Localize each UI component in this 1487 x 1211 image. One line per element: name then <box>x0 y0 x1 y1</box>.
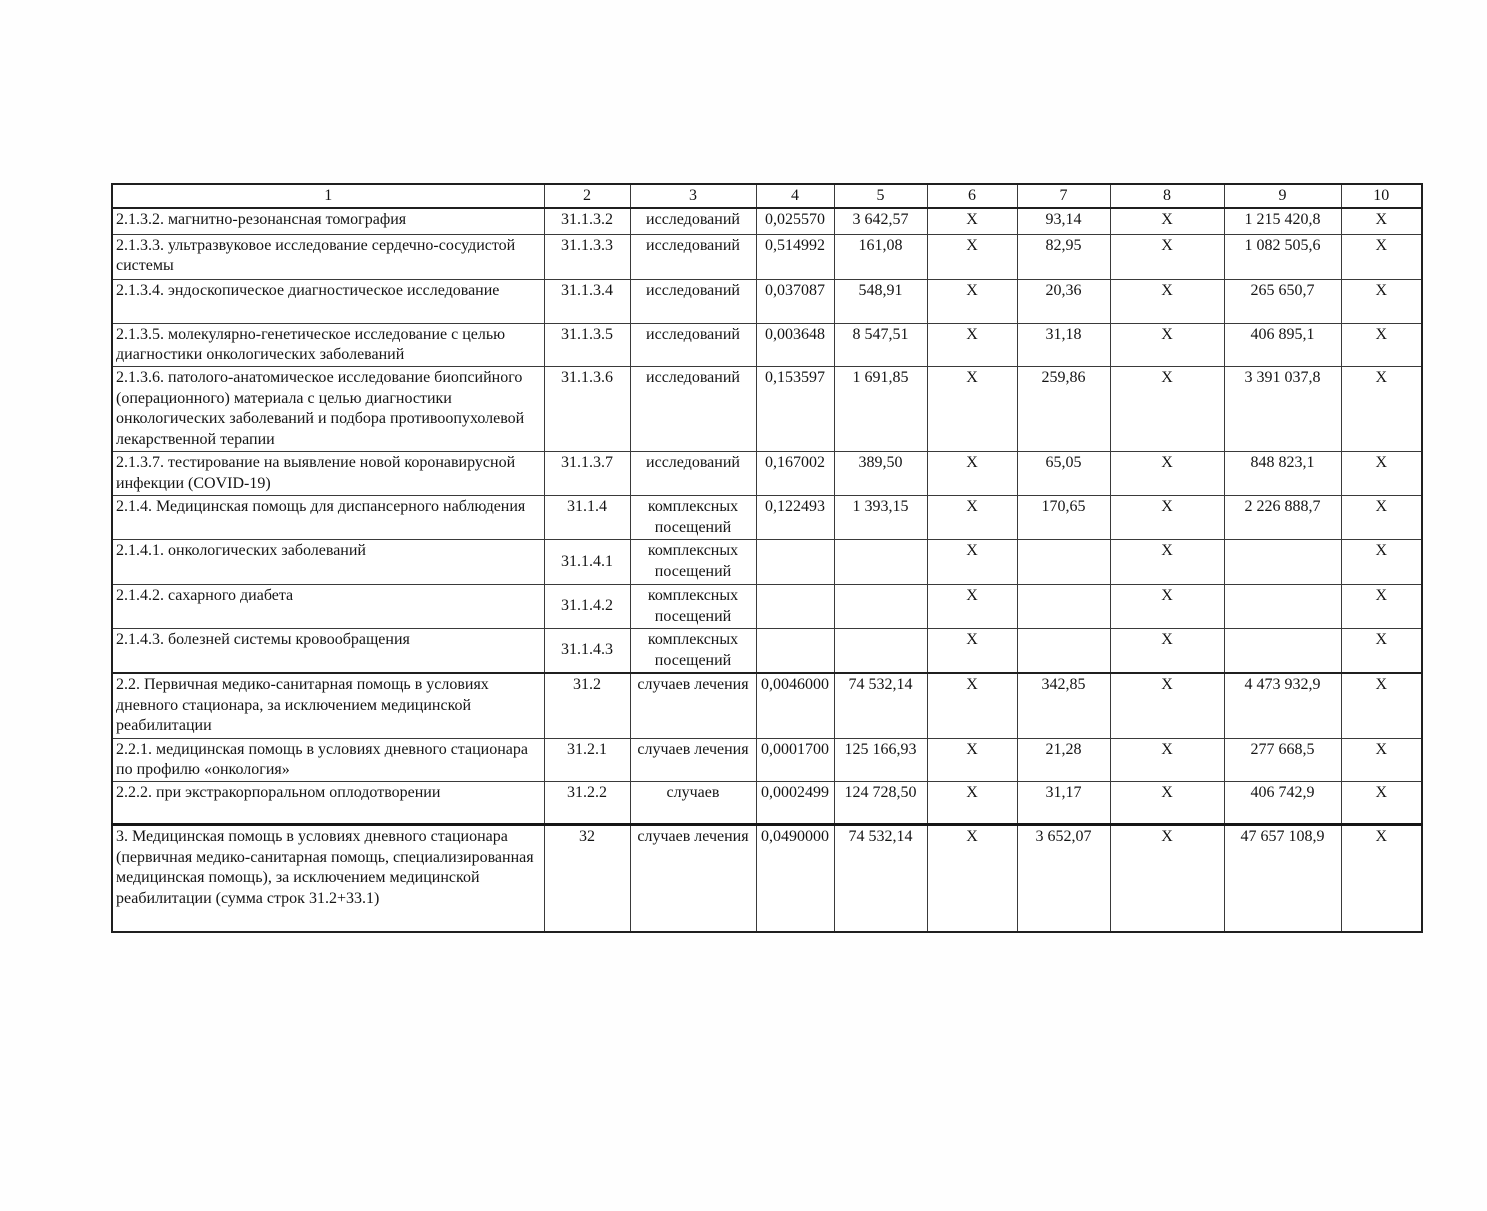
table-row <box>112 323 1422 367</box>
table-row <box>112 496 1422 540</box>
table-row <box>112 825 1422 932</box>
tariff-cell <box>834 585 927 629</box>
x-cell: X <box>1341 208 1422 234</box>
row-code-cell: 31.1.3.7 <box>544 452 630 496</box>
per-insured-cell: 259,86 <box>1017 367 1110 452</box>
unit-cell: комплексных посещений <box>630 585 756 629</box>
table-row <box>112 673 1422 738</box>
per-insured-cell: 93,14 <box>1017 208 1110 234</box>
total-cost-cell: 3 391 037,8 <box>1224 367 1341 452</box>
column-number-2: 2 <box>544 184 630 208</box>
table-row <box>112 629 1422 673</box>
row-code-cell: 31.1.3.6 <box>544 367 630 452</box>
x-cell: X <box>927 585 1017 629</box>
x-cell: X <box>1341 585 1422 629</box>
x-cell: X <box>1341 367 1422 452</box>
volume-cell: 0,025570 <box>756 208 834 234</box>
total-cost-cell: 406 742,9 <box>1224 782 1341 825</box>
total-cost-cell: 265 650,7 <box>1224 279 1341 323</box>
per-insured-cell <box>1017 629 1110 673</box>
per-insured-cell <box>1017 585 1110 629</box>
x-cell: X <box>1341 673 1422 738</box>
x-cell: X <box>927 540 1017 585</box>
service-name-cell: 3. Медицинская помощь в условиях дневного стационара (первичная медико-санитарная помощь, специализированная медицинская помощь), за исключением медицинской реабилитации (сумма строк 31.2+33.1) <box>112 825 544 932</box>
total-cost-cell <box>1224 629 1341 673</box>
total-cost-cell <box>1224 585 1341 629</box>
unit-cell: исследований <box>630 279 756 323</box>
x-cell: X <box>1341 738 1422 782</box>
service-name-cell: 2.1.4.3. болезней системы кровообращения <box>112 629 544 673</box>
x-cell: X <box>1110 673 1224 738</box>
volume-cell: 0,0046000 <box>756 673 834 738</box>
table-row <box>112 782 1422 825</box>
x-cell: X <box>927 323 1017 367</box>
service-name-cell: 2.1.3.6. патолого-анатомическое исследование биопсийного (операционного) материала с целью диагностики онкологических заболеваний и подбора противоопухолевой лекарственной терапии <box>112 367 544 452</box>
x-cell: X <box>1341 279 1422 323</box>
tariff-cell: 3 642,57 <box>834 208 927 234</box>
x-cell: X <box>927 208 1017 234</box>
x-cell: X <box>1110 234 1224 279</box>
tariff-cell: 548,91 <box>834 279 927 323</box>
service-name-cell: 2.1.4. Медицинская помощь для диспансерного наблюдения <box>112 496 544 540</box>
unit-cell: комплексных посещений <box>630 496 756 540</box>
service-name-cell: 2.1.3.4. эндоскопическое диагностическое исследование <box>112 279 544 323</box>
volume-cell: 0,153597 <box>756 367 834 452</box>
unit-cell: комплексных посещений <box>630 629 756 673</box>
x-cell: X <box>927 279 1017 323</box>
row-code-cell: 31.2.1 <box>544 738 630 782</box>
table-row <box>112 585 1422 629</box>
x-cell: X <box>1110 782 1224 825</box>
x-cell: X <box>927 782 1017 825</box>
volume-cell <box>756 540 834 585</box>
table-row <box>112 234 1422 279</box>
tariff-cell: 8 547,51 <box>834 323 927 367</box>
service-name-cell: 2.1.3.7. тестирование на выявление новой коронавирусной инфекции (COVID-19) <box>112 452 544 496</box>
tariff-cell: 1 393,15 <box>834 496 927 540</box>
volume-cell: 0,122493 <box>756 496 834 540</box>
total-cost-cell: 47 657 108,9 <box>1224 825 1341 932</box>
column-number-10: 10 <box>1341 184 1422 208</box>
x-cell: X <box>927 673 1017 738</box>
table-body <box>112 208 1422 932</box>
row-code-cell: 31.1.3.5 <box>544 323 630 367</box>
tariff-cell <box>834 540 927 585</box>
per-insured-cell: 342,85 <box>1017 673 1110 738</box>
x-cell: X <box>927 629 1017 673</box>
x-cell: X <box>1341 234 1422 279</box>
x-cell: X <box>1341 629 1422 673</box>
volume-cell <box>756 585 834 629</box>
tariff-cell <box>834 629 927 673</box>
header-row <box>112 184 1422 208</box>
x-cell: X <box>1110 825 1224 932</box>
total-cost-cell: 406 895,1 <box>1224 323 1341 367</box>
tariff-cell: 74 532,14 <box>834 825 927 932</box>
tariff-cell: 124 728,50 <box>834 782 927 825</box>
table-row <box>112 367 1422 452</box>
column-number-7: 7 <box>1017 184 1110 208</box>
per-insured-cell <box>1017 540 1110 585</box>
table-row <box>112 208 1422 234</box>
unit-cell: случаев лечения <box>630 738 756 782</box>
service-name-cell: 2.1.3.5. молекулярно-генетическое исследование с целью диагностики онкологических заболеваний <box>112 323 544 367</box>
column-number-1: 1 <box>112 184 544 208</box>
column-number-4: 4 <box>756 184 834 208</box>
per-insured-cell: 65,05 <box>1017 452 1110 496</box>
total-cost-cell: 1 082 505,6 <box>1224 234 1341 279</box>
volume-cell: 0,0002499 <box>756 782 834 825</box>
service-name-cell: 2.1.4.1. онкологических заболеваний <box>112 540 544 585</box>
column-number-5: 5 <box>834 184 927 208</box>
x-cell: X <box>927 496 1017 540</box>
tariff-cell: 125 166,93 <box>834 738 927 782</box>
volume-cell: 0,0490000 <box>756 825 834 932</box>
service-name-cell: 2.2.1. медицинская помощь в условиях дневного стационара по профилю «онкология» <box>112 738 544 782</box>
unit-cell: комплексных посещений <box>630 540 756 585</box>
column-number-3: 3 <box>630 184 756 208</box>
row-code-cell: 31.1.3.2 <box>544 208 630 234</box>
column-number-6: 6 <box>927 184 1017 208</box>
x-cell: X <box>1110 279 1224 323</box>
unit-cell: случаев лечения <box>630 825 756 932</box>
row-code-cell: 31.1.4.3 <box>544 629 630 673</box>
x-cell: X <box>1341 452 1422 496</box>
x-cell: X <box>1341 782 1422 825</box>
row-code-cell: 31.1.4.2 <box>544 585 630 629</box>
total-cost-cell: 277 668,5 <box>1224 738 1341 782</box>
total-cost-cell: 848 823,1 <box>1224 452 1341 496</box>
x-cell: X <box>1341 825 1422 932</box>
x-cell: X <box>1110 496 1224 540</box>
x-cell: X <box>1110 738 1224 782</box>
total-cost-cell: 4 473 932,9 <box>1224 673 1341 738</box>
table-row <box>112 279 1422 323</box>
x-cell: X <box>1110 452 1224 496</box>
total-cost-cell: 2 226 888,7 <box>1224 496 1341 540</box>
row-code-cell: 31.1.3.3 <box>544 234 630 279</box>
x-cell: X <box>927 825 1017 932</box>
total-cost-cell <box>1224 540 1341 585</box>
tariff-table <box>111 183 1423 933</box>
service-name-cell: 2.1.3.2. магнитно-резонансная томография <box>112 208 544 234</box>
row-code-cell: 31.1.3.4 <box>544 279 630 323</box>
unit-cell: исследований <box>630 367 756 452</box>
x-cell: X <box>1110 208 1224 234</box>
unit-cell: исследований <box>630 208 756 234</box>
x-cell: X <box>1341 323 1422 367</box>
per-insured-cell: 20,36 <box>1017 279 1110 323</box>
x-cell: X <box>1110 585 1224 629</box>
table-row <box>112 540 1422 585</box>
x-cell: X <box>1341 496 1422 540</box>
table-row <box>112 738 1422 782</box>
volume-cell: 0,003648 <box>756 323 834 367</box>
x-cell: X <box>1110 323 1224 367</box>
x-cell: X <box>1110 540 1224 585</box>
unit-cell: случаев <box>630 782 756 825</box>
row-code-cell: 31.1.4.1 <box>544 540 630 585</box>
tariff-cell: 161,08 <box>834 234 927 279</box>
column-number-9: 9 <box>1224 184 1341 208</box>
table-header <box>112 184 1422 208</box>
service-name-cell: 2.1.3.3. ультразвуковое исследование сердечно-сосудистой системы <box>112 234 544 279</box>
tariff-cell: 1 691,85 <box>834 367 927 452</box>
total-cost-cell: 1 215 420,8 <box>1224 208 1341 234</box>
volume-cell: 0,514992 <box>756 234 834 279</box>
row-code-cell: 31.2 <box>544 673 630 738</box>
row-code-cell: 31.1.4 <box>544 496 630 540</box>
tariff-cell: 74 532,14 <box>834 673 927 738</box>
per-insured-cell: 3 652,07 <box>1017 825 1110 932</box>
service-name-cell: 2.2.2. при экстракорпоральном оплодотворении <box>112 782 544 825</box>
x-cell: X <box>927 367 1017 452</box>
per-insured-cell: 170,65 <box>1017 496 1110 540</box>
table-row <box>112 452 1422 496</box>
column-number-8: 8 <box>1110 184 1224 208</box>
x-cell: X <box>927 738 1017 782</box>
unit-cell: исследований <box>630 323 756 367</box>
row-code-cell: 31.2.2 <box>544 782 630 825</box>
volume-cell: 0,167002 <box>756 452 834 496</box>
x-cell: X <box>1341 540 1422 585</box>
service-name-cell: 2.2. Первичная медико-санитарная помощь в условиях дневного стационара, за исключением медицинской реабилитации <box>112 673 544 738</box>
row-code-cell: 32 <box>544 825 630 932</box>
per-insured-cell: 31,17 <box>1017 782 1110 825</box>
volume-cell: 0,0001700 <box>756 738 834 782</box>
volume-cell <box>756 629 834 673</box>
per-insured-cell: 21,28 <box>1017 738 1110 782</box>
unit-cell: случаев лечения <box>630 673 756 738</box>
tariff-cell: 389,50 <box>834 452 927 496</box>
unit-cell: исследований <box>630 452 756 496</box>
per-insured-cell: 82,95 <box>1017 234 1110 279</box>
service-name-cell: 2.1.4.2. сахарного диабета <box>112 585 544 629</box>
per-insured-cell: 31,18 <box>1017 323 1110 367</box>
volume-cell: 0,037087 <box>756 279 834 323</box>
x-cell: X <box>927 452 1017 496</box>
x-cell: X <box>1110 629 1224 673</box>
x-cell: X <box>927 234 1017 279</box>
unit-cell: исследований <box>630 234 756 279</box>
x-cell: X <box>1110 367 1224 452</box>
